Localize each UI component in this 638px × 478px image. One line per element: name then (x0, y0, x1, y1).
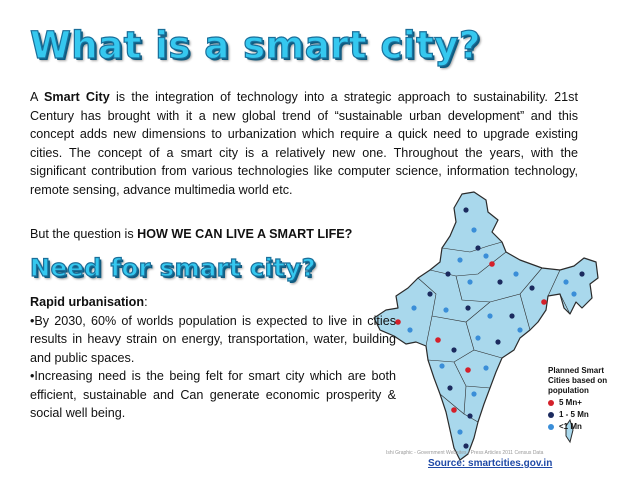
city-marker (541, 299, 547, 305)
legend-label: <1 Mn (559, 422, 582, 431)
city-marker (427, 291, 432, 296)
smart-city-term: Smart City (43, 90, 110, 104)
section-heading-suffix: : (144, 295, 148, 309)
city-marker (471, 391, 476, 396)
city-marker (439, 363, 444, 368)
urbanisation-section (30, 293, 396, 423)
city-marker (497, 279, 502, 284)
city-marker (445, 271, 450, 276)
city-marker (571, 291, 576, 296)
intro-pre: A (30, 90, 44, 104)
city-marker (517, 327, 522, 332)
city-marker (513, 271, 518, 276)
city-marker (435, 337, 441, 343)
map-legend (548, 366, 628, 432)
question-emphasis: HOW WE CAN LIVE A SMART LIFE? (137, 227, 353, 241)
bullet-item: •By 2030, 60% of worlds population is expected to live in cities results in heavy strain on energy, transportation, water, building and public spaces. (30, 313, 396, 365)
section-title: Need for smart city? (30, 254, 316, 282)
city-marker (457, 429, 462, 434)
city-marker (465, 305, 470, 310)
city-marker (411, 305, 416, 310)
city-marker (467, 413, 472, 418)
section-heading-line (30, 293, 396, 312)
city-marker (483, 253, 488, 258)
city-marker (475, 245, 480, 250)
city-marker (509, 313, 514, 318)
map-credit: Ishi Graphic - Government Websites / Press Articles 2011 Census Data (386, 450, 544, 456)
legend-item-under-1mn (548, 422, 628, 432)
intro-paragraph (30, 88, 578, 199)
intro-text: is the integration of technology into a strategic approach to sustainability. 21st Century has brought with it a new global trend of “sustainable urban development” and this concept adds new dimensions to urbanization which require a quick need to upgrade existing cities. The concept of a smart city is a relatively new one. Throughout the years, with the significant contribution from various technologies like computer science, information technology, remote sensing, advance multimedia world etc. (30, 90, 578, 197)
bullet-item: •Increasing need is the being felt for smart city which are both efficient, sustainable and Can generate economic prosperity & social well being. (30, 369, 396, 420)
legend-dot-blue (548, 424, 554, 430)
source-link[interactable]: Source: smartcities.gov.in (428, 458, 553, 469)
city-marker (451, 347, 456, 352)
city-marker (463, 207, 468, 212)
city-marker (483, 365, 488, 370)
city-marker (407, 327, 412, 332)
city-marker (395, 319, 401, 325)
legend-title: Planned Smart Cities based on population (548, 366, 608, 395)
city-marker (471, 227, 476, 232)
city-marker (495, 339, 500, 344)
question-pre: But the question is (30, 227, 138, 241)
legend-item-5mn (548, 398, 628, 408)
city-marker (475, 335, 480, 340)
legend-dot-navy (548, 412, 554, 418)
city-marker (451, 407, 457, 413)
legend-dot-red (548, 400, 554, 406)
city-marker (467, 279, 472, 284)
city-marker (489, 261, 495, 267)
city-marker (529, 285, 534, 290)
city-marker (487, 313, 492, 318)
legend-item-1-5mn (548, 410, 628, 420)
city-marker (465, 367, 471, 373)
city-marker (579, 271, 584, 276)
legend-label: 5 Mn+ (559, 398, 582, 407)
city-marker (457, 257, 462, 262)
section-heading: Rapid urbanisation (30, 295, 145, 309)
city-marker (463, 443, 468, 448)
city-marker (563, 279, 568, 284)
slide-title: What is a smart city? (30, 24, 481, 67)
city-marker (447, 385, 452, 390)
city-marker (443, 307, 448, 312)
legend-label: 1 - 5 Mn (559, 410, 589, 419)
